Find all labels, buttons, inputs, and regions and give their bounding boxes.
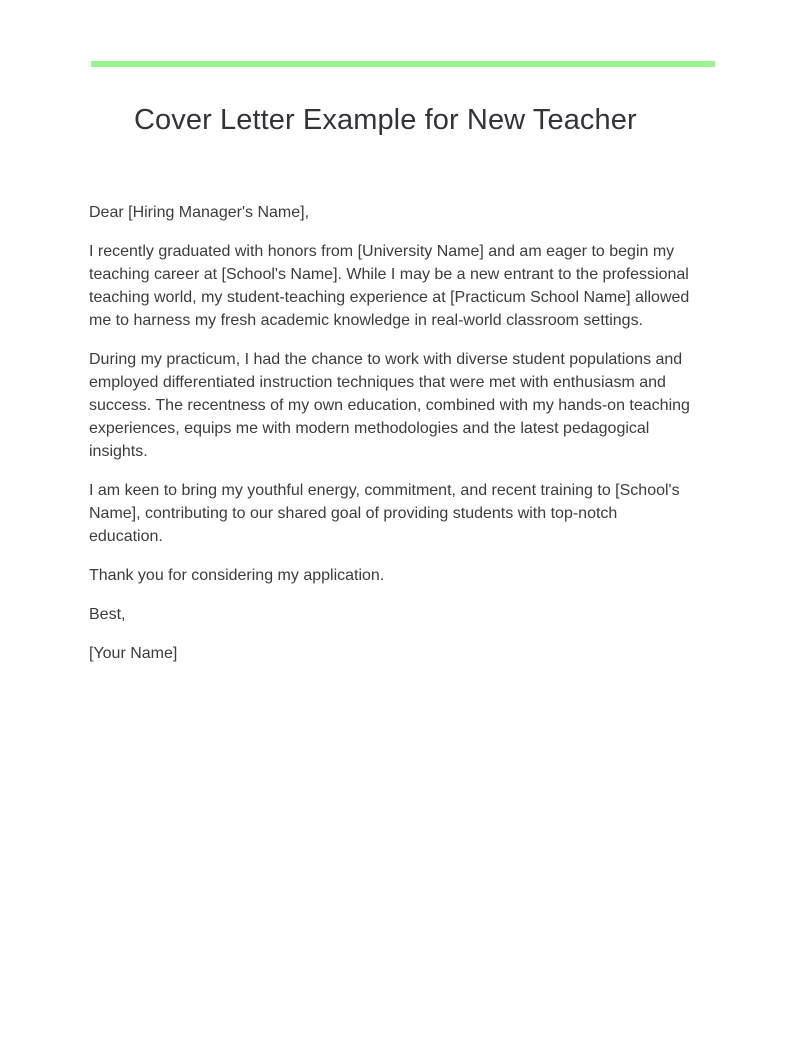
paragraph-experience: During my practicum, I had the chance to work with diverse student populations and employed differentiated instruction techniques that were met with enthusiasm and success. The recentness of my own education, combined with my hands-on teaching experiences, equips me with modern methodologies and the latest pedagogical insights. bbox=[89, 351, 690, 460]
salutation: Dear [Hiring Manager's Name], bbox=[89, 204, 310, 221]
page-title: Cover Letter Example for New Teacher bbox=[134, 104, 637, 136]
sign-off: Best, bbox=[89, 606, 126, 623]
accent-bar bbox=[91, 61, 715, 67]
paragraph-intro: I recently graduated with honors from [University Name] and am eager to begin my teaching career at [School's Name]. While I may be a new entrant to the professional teaching world, my student-teaching experience at [Practicum School Name] allowed me to harness my fresh academic knowledge in real-world classroom settings. bbox=[89, 243, 690, 329]
closing-line: Thank you for considering my application. bbox=[89, 567, 385, 584]
paragraph-commitment: I am keen to bring my youthful energy, commitment, and recent training to [School's Name], contributing to our shared goal of providing students with top-notch education. bbox=[89, 482, 680, 545]
signature: [Your Name] bbox=[89, 645, 178, 662]
letter-body bbox=[89, 201, 695, 681]
